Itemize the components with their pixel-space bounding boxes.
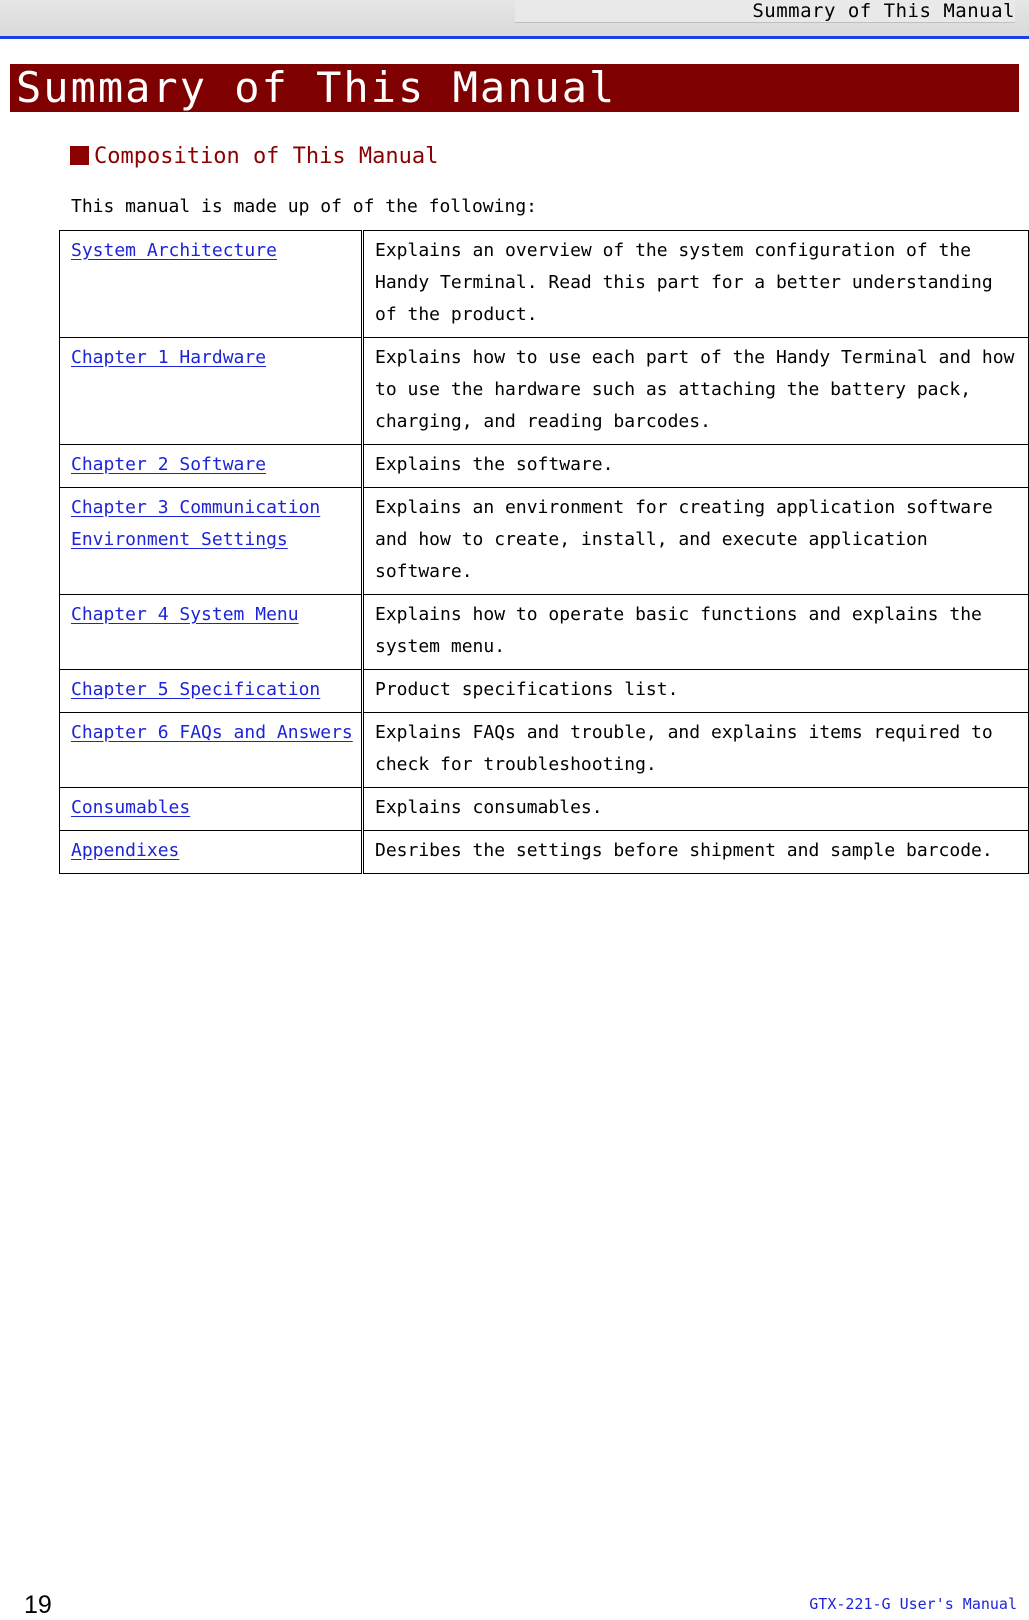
footer-document-name: GTX-221-G User's Manual xyxy=(809,1595,1017,1613)
table-row xyxy=(60,831,1029,874)
running-header-title: Summary of This Manual xyxy=(752,0,1015,22)
intro-text: This manual is made up of of the following: xyxy=(71,196,537,217)
table-row xyxy=(60,445,1029,488)
description-cell: Explains how to use each part of the Handy Terminal and how to use the hardware such as attaching the battery pack, charging, and reading barcodes. xyxy=(363,338,1029,445)
link-chapter-2-software[interactable]: Chapter 2 Software xyxy=(71,454,267,475)
link-chapter-4-system-menu[interactable]: Chapter 4 System Menu xyxy=(71,604,299,625)
link-cell xyxy=(60,488,363,595)
description-cell: Product specifications list. xyxy=(363,670,1029,713)
link-consumables[interactable]: Consumables xyxy=(71,797,191,818)
table-row xyxy=(60,713,1029,788)
link-cell xyxy=(60,831,363,874)
link-cell xyxy=(60,595,363,670)
link-appendixes[interactable]: Appendixes xyxy=(71,840,180,861)
description-cell: Explains an overview of the system configuration of the Handy Terminal. Read this part for a better understanding of the product. xyxy=(363,231,1029,338)
page-number: 19 xyxy=(24,1591,52,1619)
description-cell: Desribes the settings before shipment and sample barcode. xyxy=(363,831,1029,874)
link-cell xyxy=(60,445,363,488)
section-heading-text: Composition of This Manual xyxy=(94,144,439,169)
link-cell xyxy=(60,670,363,713)
table-row xyxy=(60,488,1029,595)
contents-table xyxy=(59,230,1029,874)
link-chapter-1-hardware[interactable]: Chapter 1 Hardware xyxy=(71,347,267,368)
section-heading xyxy=(70,142,438,172)
running-header xyxy=(0,0,1029,39)
table-row xyxy=(60,788,1029,831)
description-cell: Explains FAQs and trouble, and explains items required to check for troubleshooting. xyxy=(363,713,1029,788)
table-row xyxy=(60,595,1029,670)
table-row xyxy=(60,338,1029,445)
table-row xyxy=(60,231,1029,338)
link-chapter-6-faqs[interactable]: Chapter 6 FAQs and Answers xyxy=(71,722,353,743)
description-cell: Explains an environment for creating application software and how to create, install, and execute application software. xyxy=(363,488,1029,595)
page-title: Summary of This Manual xyxy=(16,63,617,112)
table-row xyxy=(60,670,1029,713)
link-cell xyxy=(60,713,363,788)
page-title-bar xyxy=(10,64,1019,112)
link-system-architecture[interactable]: System Architecture xyxy=(71,240,277,261)
link-cell xyxy=(60,788,363,831)
link-chapter-5-specification[interactable]: Chapter 5 Specification xyxy=(71,679,321,700)
description-cell: Explains the software. xyxy=(363,445,1029,488)
link-cell xyxy=(60,338,363,445)
description-cell: Explains how to operate basic functions and explains the system menu. xyxy=(363,595,1029,670)
square-bullet-icon xyxy=(70,146,89,165)
description-cell: Explains consumables. xyxy=(363,788,1029,831)
link-chapter-3-communication[interactable]: Chapter 3 Communication Environment Settings xyxy=(71,497,321,550)
link-cell xyxy=(60,231,363,338)
